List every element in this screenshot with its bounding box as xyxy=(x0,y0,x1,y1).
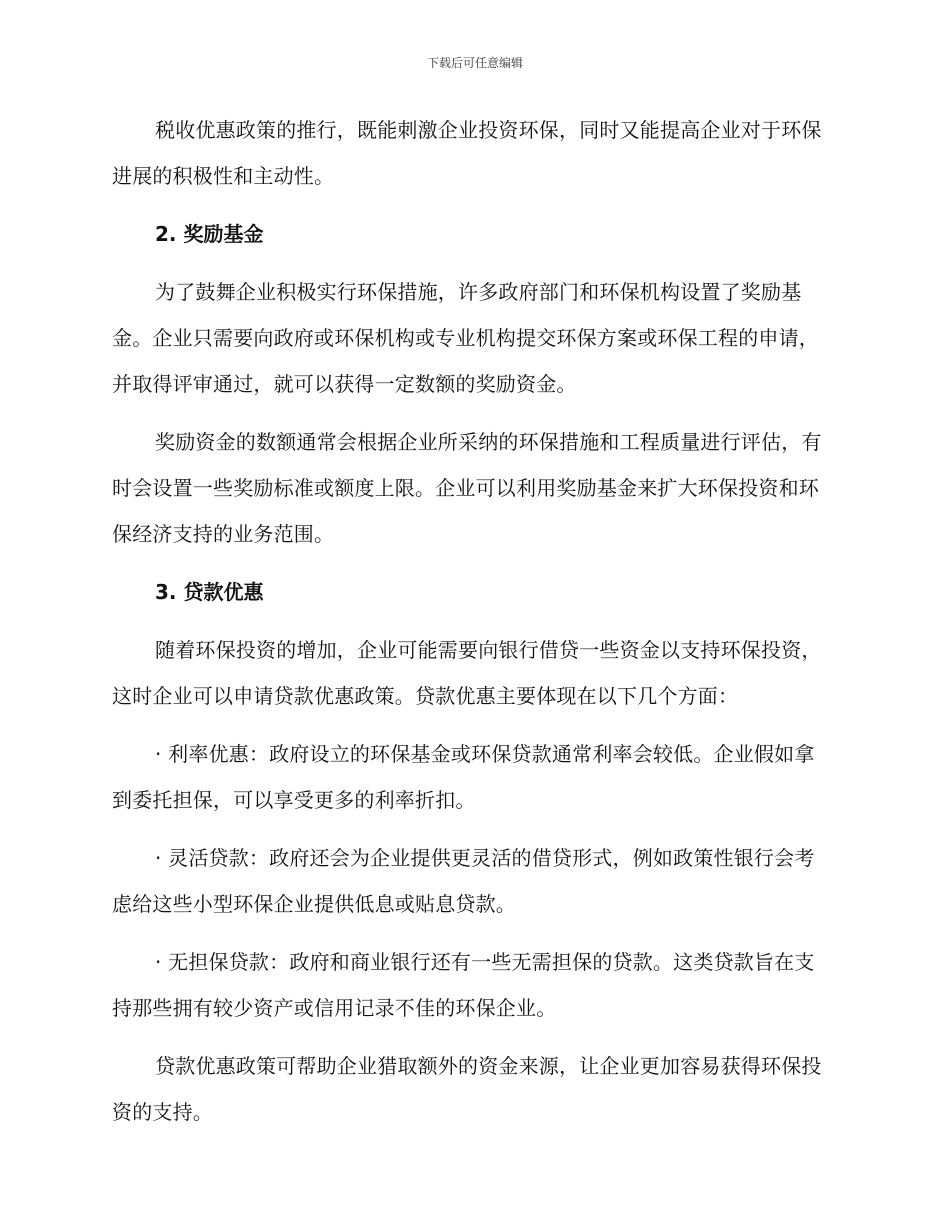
bullet-unsecured-loan: · 无担保贷款：政府和商业银行还有一些无需担保的贷款。这类贷款旨在支持那些拥有较少资产或信用记录不佳的环保企业。 xyxy=(112,950,815,1020)
paragraph-tax-conclusion: 税收优惠政策的推行，既能刺激企业投资环保，同时又能提高企业对于环保进展的积极性和主动性。 xyxy=(112,118,822,188)
section-heading-loan-preference: 3. 贷款优惠 xyxy=(155,580,264,604)
paragraph-reward-fund-amount: 奖励资金的数额通常会根据企业所采纳的环保措施和工程质量进行评估，有时会设置一些奖励标准或额度上限。企业可以利用奖励基金来扩大环保投资和环保经济支持的业务范围。 xyxy=(112,430,822,546)
document-body xyxy=(112,107,830,1135)
section-heading-reward-fund: 2. 奖励基金 xyxy=(155,222,264,246)
paragraph-loan-conclusion: 贷款优惠政策可帮助企业猎取额外的资金来源，让企业更加容易获得环保投资的支持。 xyxy=(112,1054,822,1124)
bullet-flexible-loan: · 灵活贷款：政府还会为企业提供更灵活的借贷形式，例如政策性银行会考虑给这些小型环保企业提供低息或贴息贷款。 xyxy=(112,846,815,916)
paragraph-loan-intro: 随着环保投资的增加，企业可能需要向银行借贷一些资金以支持环保投资，这时企业可以申请贷款优惠政策。贷款优惠主要体现在以下几个方面： xyxy=(112,638,822,708)
bullet-interest-rate: · 利率优惠：政府设立的环保基金或环保贷款通常利率会较低。企业假如拿到委托担保，可以享受更多的利率折扣。 xyxy=(112,742,815,812)
header-note: 下载后可任意编辑 xyxy=(426,56,523,70)
paragraph-reward-fund-intro: 为了鼓舞企业积极实行环保措施，许多政府部门和环保机构设置了奖励基金。企业只需要向政府或环保机构或专业机构提交环保方案或环保工程的申请，并取得评审通过，就可以获得一定数额的奖励资金。 xyxy=(112,280,819,396)
